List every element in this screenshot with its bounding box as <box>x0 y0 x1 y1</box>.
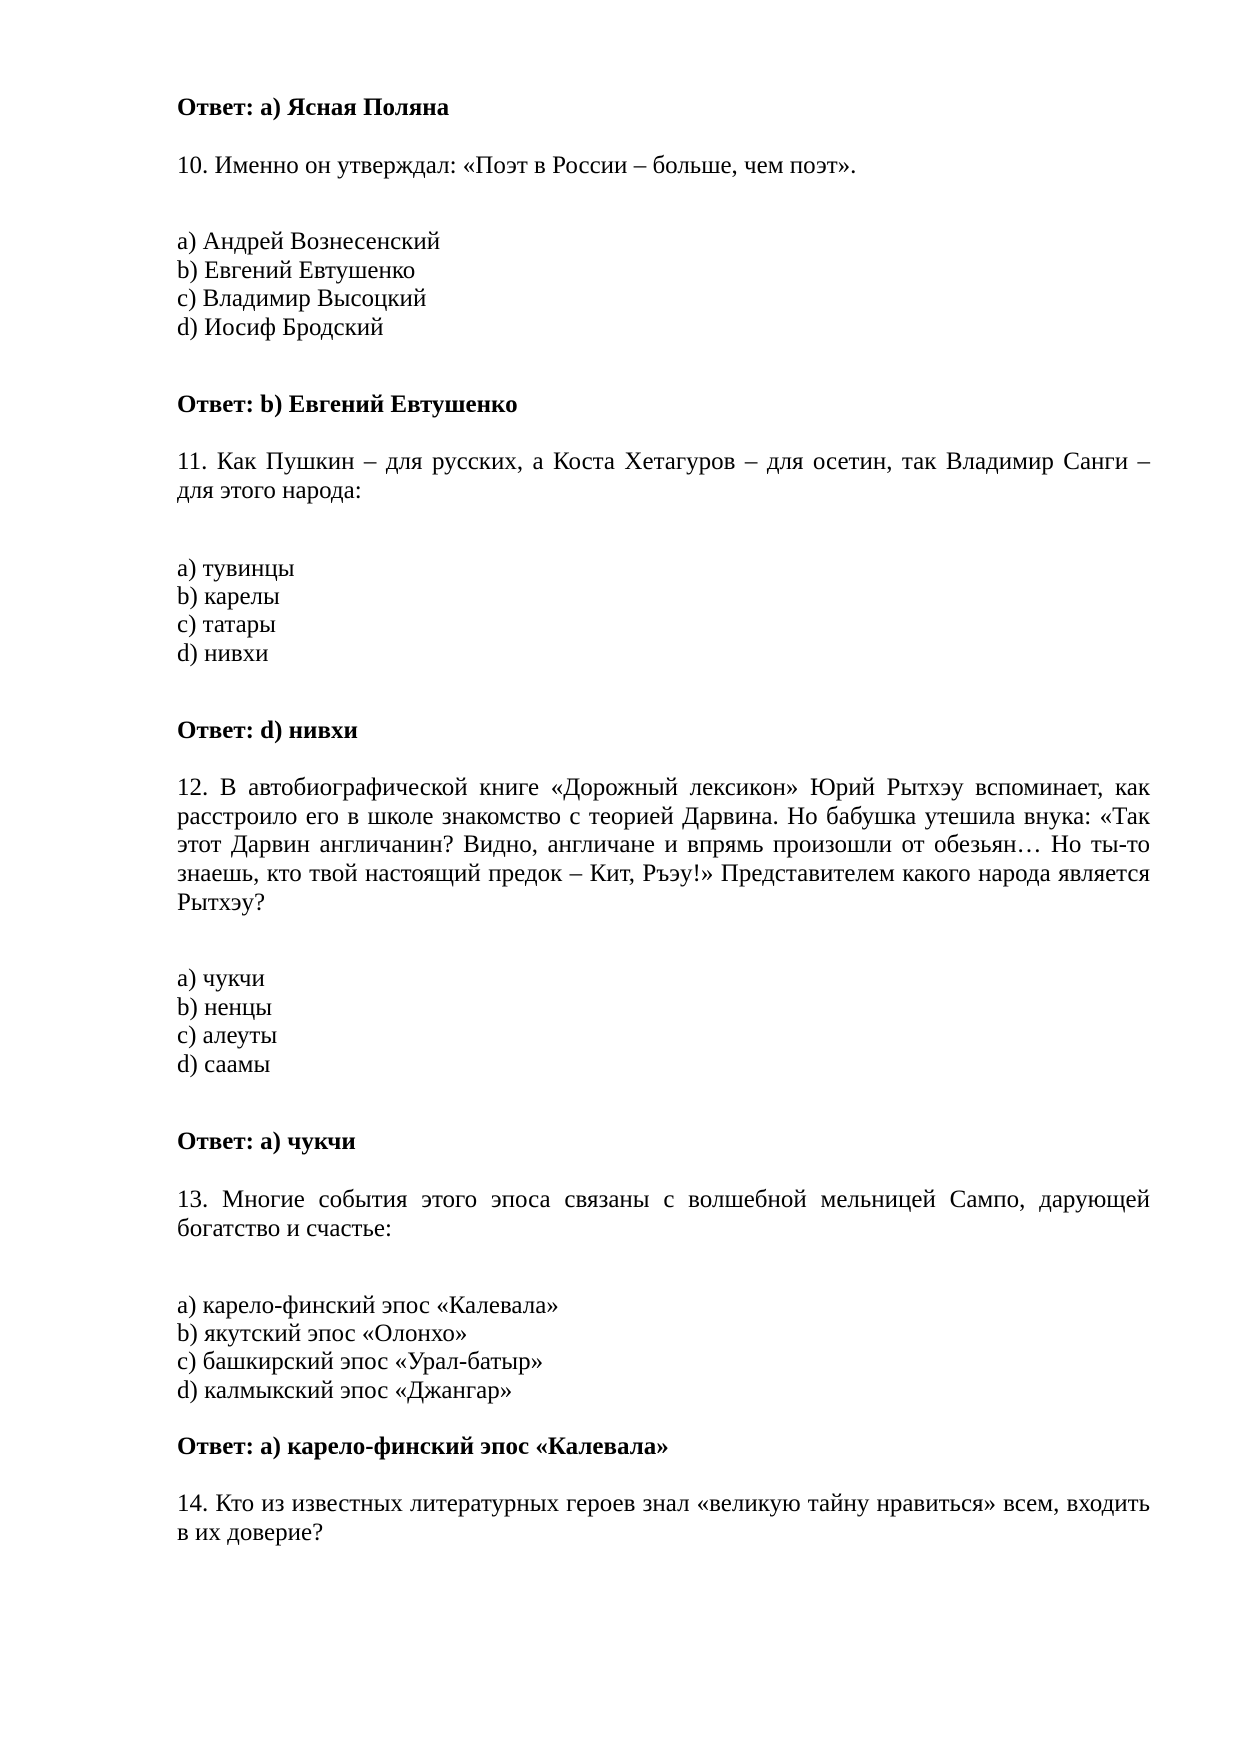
answer-12: Ответ: a) чукчи <box>177 1128 356 1155</box>
question-11-line-1: 11. Как Пушкин – для русских, а Коста Хетагуров – для осетин, так Владимир Санги – <box>177 448 1150 475</box>
q12-option-d: d) саамы <box>177 1051 271 1078</box>
question-12-line-3: этот Дарвин англичанин? Видно, англичане и впрямь произошли от обезьян… Но ты-то <box>177 831 1150 858</box>
question-13-line-1: 13. Многие события этого эпоса связаны с волшебной мельницей Сампо, дарующей <box>177 1186 1150 1213</box>
q13-option-c: c) башкирский эпос «Урал-батыр» <box>177 1348 544 1375</box>
q10-option-c: c) Владимир Высоцкий <box>177 285 427 312</box>
question-13-line-2: богатство и счастье: <box>177 1215 392 1242</box>
q11-option-b: b) карелы <box>177 583 280 610</box>
question-12-line-1: 12. В автобиографической книге «Дорожный лексикон» Юрий Рытхэу вспоминает, как <box>177 774 1150 801</box>
question-12-line-4: знаешь, кто твой настоящий предок – Кит, Ръэу!» Представителем какого народа является <box>177 860 1150 887</box>
question-14-line-1: 14. Кто из известных литературных героев знал «великую тайну нравиться» всем, входить <box>177 1490 1150 1517</box>
q11-option-d: d) нивхи <box>177 640 269 667</box>
q13-option-d: d) калмыкский эпос «Джангар» <box>177 1377 513 1404</box>
question-12-line-5: Рытхэу? <box>177 889 266 916</box>
question-10-text: 10. Именно он утверждал: «Поэт в России – больше, чем поэт». <box>177 152 857 179</box>
q13-option-b: b) якутский эпос «Олонхо» <box>177 1320 468 1347</box>
q11-option-a: a) тувинцы <box>177 555 295 582</box>
q10-option-b: b) Евгений Евтушенко <box>177 257 416 284</box>
answer-9: Ответ: а) Ясная Поляна <box>177 94 450 121</box>
q12-option-b: b) ненцы <box>177 994 273 1021</box>
question-11-line-2: для этого народа: <box>177 477 362 504</box>
answer-10: Ответ: b) Евгений Евтушенко <box>177 391 518 418</box>
q11-option-c: c) татары <box>177 611 276 638</box>
question-12-line-2: расстроило его в школе знакомство с теорией Дарвина. Но бабушка утешила внука: «Так <box>177 803 1150 830</box>
q12-option-c: c) алеуты <box>177 1022 278 1049</box>
q10-option-d: d) Иосиф Бродский <box>177 314 384 341</box>
question-14-line-2: в их доверие? <box>177 1519 324 1546</box>
answer-13: Ответ: a) карело-финский эпос «Калевала» <box>177 1433 669 1460</box>
q12-option-a: a) чукчи <box>177 965 265 992</box>
q13-option-a: a) карело-финский эпос «Калевала» <box>177 1292 559 1319</box>
q10-option-a: a) Андрей Вознесенский <box>177 228 441 255</box>
answer-11: Ответ: d) нивхи <box>177 717 358 744</box>
